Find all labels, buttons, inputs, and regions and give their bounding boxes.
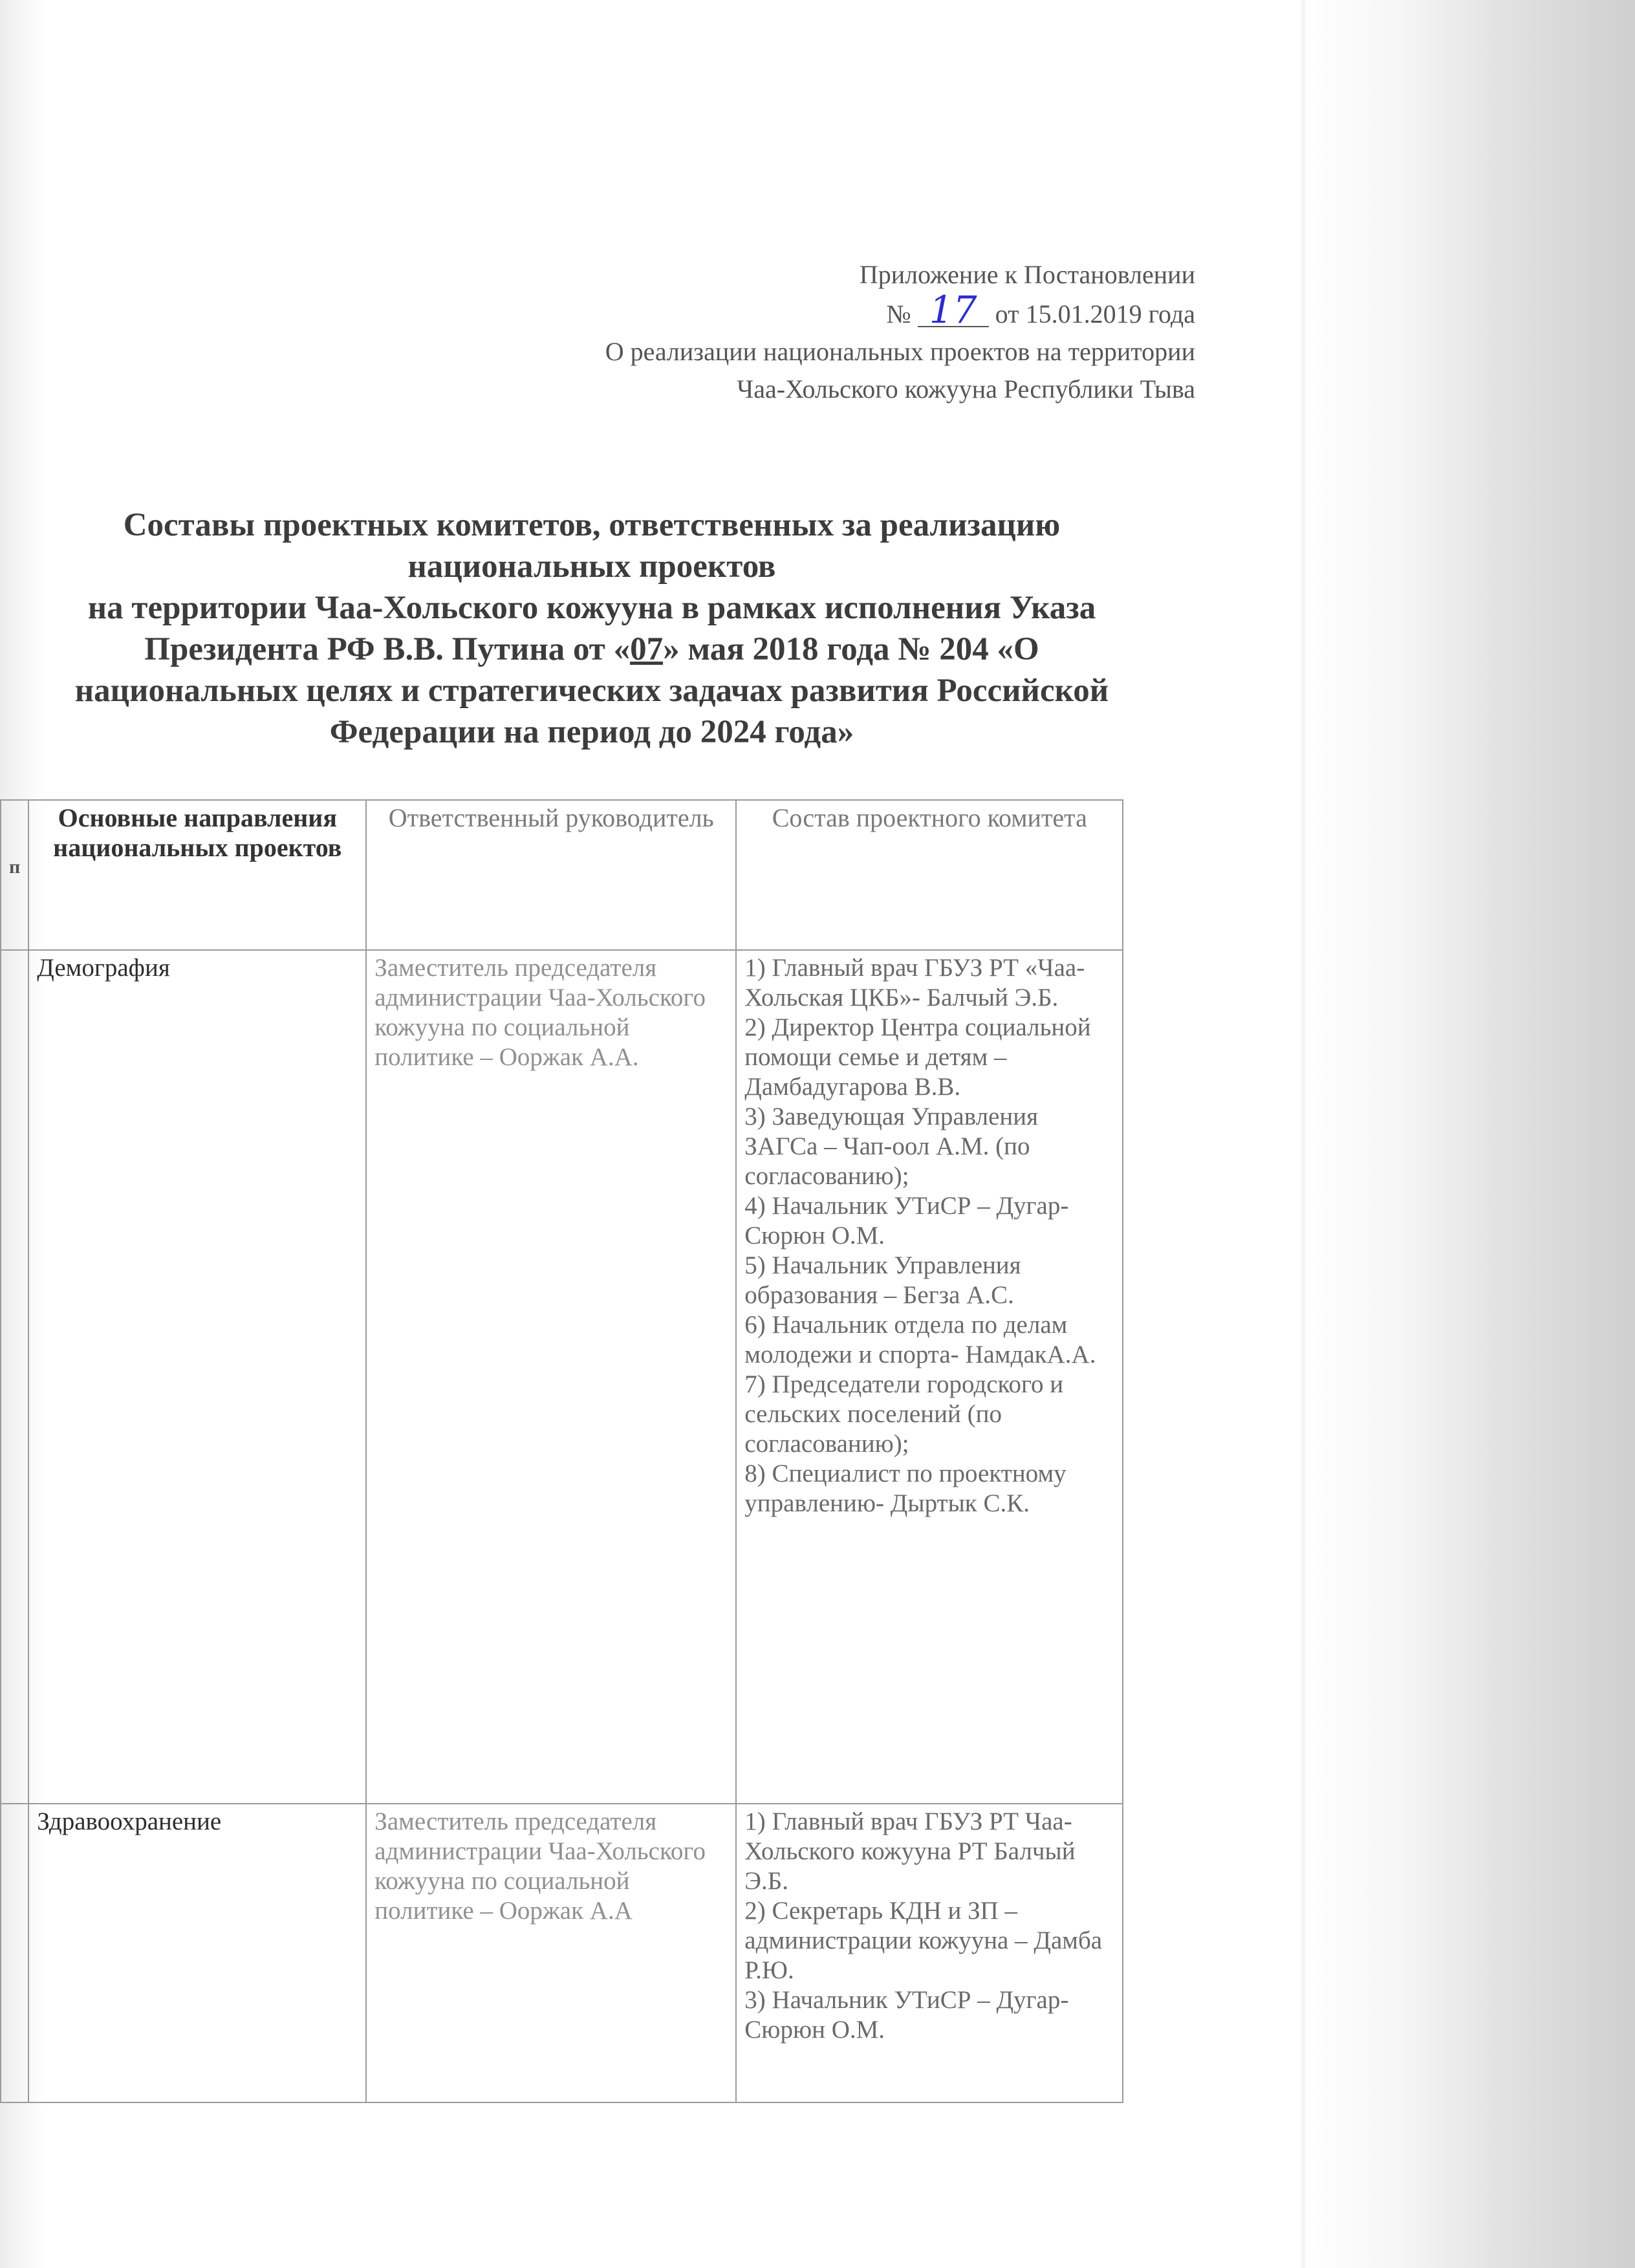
header-number: п	[1, 800, 28, 950]
committee-member: 7) Председатели городского и сельских поселений (по согласованию);	[744, 1370, 1064, 1458]
committee-member: 1) Главный врач ГБУЗ РТ Чаа-Хольского кожууна РТ Балчый Э.Б.	[744, 1808, 1076, 1895]
committee-member: 3) Заведующая Управления ЗАГСа – Чап-оол А.М. (по согласованию);	[744, 1103, 1039, 1190]
table-header-row	[1, 800, 1123, 950]
appendix-date: от 15.01.2019 года	[995, 299, 1195, 329]
committee-member: 2) Секретарь КДН и ЗП – администрации кожууна – Дамба Р.Ю.	[744, 1897, 1103, 1984]
header-committee: Состав проектного комитета	[736, 800, 1123, 950]
title-line-4-start: Президента РФ В.В. Путина от «	[144, 631, 631, 667]
row-committee	[736, 1804, 1123, 2102]
appendix-header	[605, 256, 1195, 408]
row-responsible: Заместитель председателя администрации Чаа-Хольского кожууна по социальной политике – Ооржак А.А.	[366, 950, 736, 1804]
row-committee	[736, 950, 1123, 1804]
title-line-1: Составы проектных комитетов, ответственных за реализацию	[123, 507, 1061, 543]
title-line-2: национальных проектов	[407, 548, 776, 585]
appendix-number-line	[605, 288, 1195, 333]
appendix-number-label: №	[886, 299, 911, 329]
committee-member: 1) Главный врач ГБУЗ РТ «Чаа-Хольская ЦКБ»- Балчый Э.Б.	[744, 954, 1085, 1011]
title-line-4	[0, 629, 1222, 670]
header-direction: Основные направления национальных проектов	[28, 800, 366, 950]
committee-member: 3) Начальник УТиСР – Дугар-Сюрюн О.М.	[744, 1986, 1069, 2044]
scan-edge-right	[1299, 0, 1635, 2268]
title-line-6: Федерации на период до 2024 года»	[329, 714, 854, 750]
committees-table-wrap	[0, 799, 1123, 2103]
committee-member: 2) Директор Центра социальной помощи семье и детям – Дамбадугарова В.В.	[744, 1013, 1091, 1101]
table-row	[1, 1804, 1123, 2102]
title-line-3: на территории Чаа-Хольского кожууна в рамках исполнения Указа	[87, 590, 1096, 626]
title-line-4-end: » мая 2018 года № 204 «О	[663, 631, 1039, 667]
committee-member: 4) Начальник УТиСР – Дугар-Сюрюн О.М.	[744, 1192, 1069, 1249]
row-number-cell	[1, 950, 28, 1804]
row-responsible: Заместитель председателя администрации Чаа-Хольского кожууна по социальной политике – Ооржак А.А	[366, 1804, 736, 2102]
committee-member: 5) Начальник Управления образования – Бегза А.С.	[744, 1251, 1021, 1309]
row-direction: Здравоохранение	[28, 1804, 366, 2102]
committees-table	[0, 799, 1123, 2103]
committee-member: 8) Специалист по проектному управлению- Дыртык С.К.	[744, 1460, 1067, 1517]
row-number-cell	[1, 1804, 28, 2102]
scan-fold-shadow	[1300, 0, 1306, 2268]
appendix-line-3: О реализации национальных проектов на территории	[605, 337, 1195, 366]
committee-member: 6) Начальник отдела по делам молодежи и спорта- НамдакА.А.	[744, 1311, 1096, 1368]
appendix-line-4: Чаа-Хольского кожууна Республики Тыва	[737, 374, 1195, 404]
header-responsible: Ответственный руководитель	[366, 800, 736, 950]
title-day: 07	[630, 631, 664, 667]
document-title	[0, 504, 1222, 753]
handwritten-number: 17	[918, 294, 989, 327]
row-direction: Демография	[28, 950, 366, 1804]
title-line-5: национальных целях и стратегических задачах развития Российской	[74, 673, 1109, 709]
appendix-line-1: Приложение к Постановлении	[859, 260, 1195, 289]
table-row	[1, 950, 1123, 1804]
